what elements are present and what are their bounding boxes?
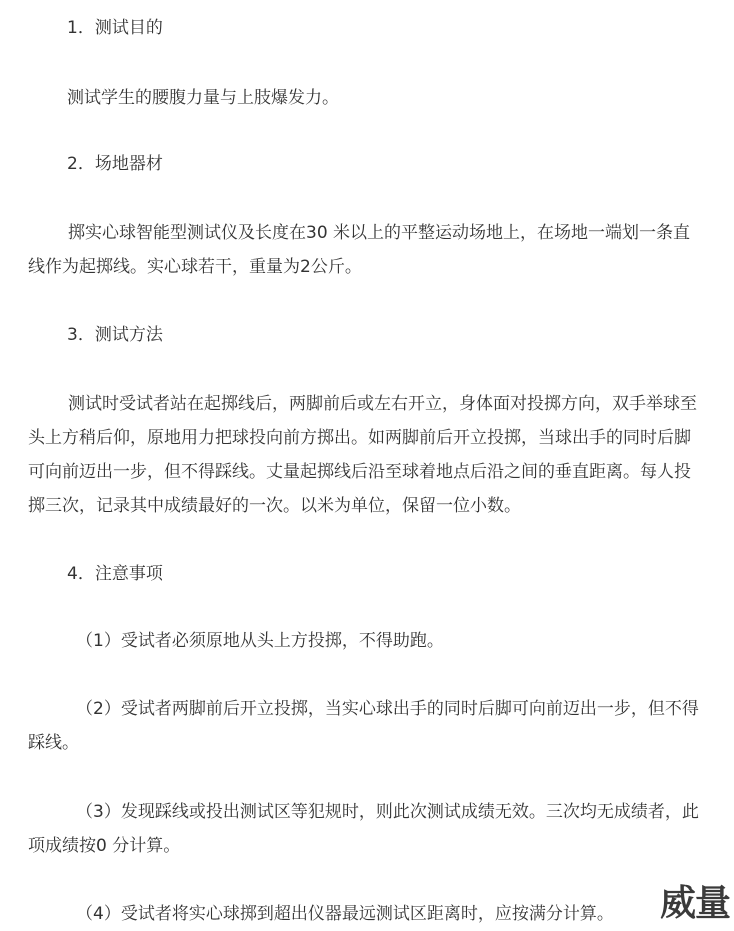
section-1-body: 测试学生的腰腹力量与上肢爆发力。 [67, 88, 339, 108]
section-1-heading: 1．测试目的 [67, 18, 163, 38]
section-2-body: 掷实心球智能型测试仪及长度在30 米以上的平整运动场地上，在场地一端划一条直线作为起掷线。实心球若干，重量为2公斤。 [28, 223, 691, 277]
note-4: （4）受试者将实心球掷到超出仪器最远测试区距离时，应按满分计算。 [76, 904, 614, 924]
section-4-heading: 4．注意事项 [67, 564, 163, 584]
section-3-heading: 3．测试方法 [67, 325, 163, 345]
section-3-body: 测试时受试者站在起掷线后，两脚前后或左右开立，身体面对投掷方向，双手举球至头上方稍后仰，原地用力把球投向前方掷出。如两脚前后开立投掷，当球出手的同时后脚可向前迈出一步，但不得踩线。丈量起掷线后沿至球着地点后沿之间的垂直距离。每人投掷三次，记录其中成绩最好的一次。以米为单位，保留一位小数。 [28, 394, 697, 516]
watermark-logo: 威量 [654, 882, 730, 926]
note-3: （3）发现踩线或投出测试区等犯规时，则此次测试成绩无效。三次均无成绩者，此项成绩按0 分计算。 [28, 802, 699, 856]
section-2-heading: 2．场地器材 [67, 154, 163, 174]
note-2: （2）受试者两脚前后开立投掷，当实心球出手的同时后脚可向前迈出一步，但不得踩线。 [28, 699, 699, 753]
note-1: （1）受试者必须原地从头上方投掷，不得助跑。 [76, 631, 444, 651]
